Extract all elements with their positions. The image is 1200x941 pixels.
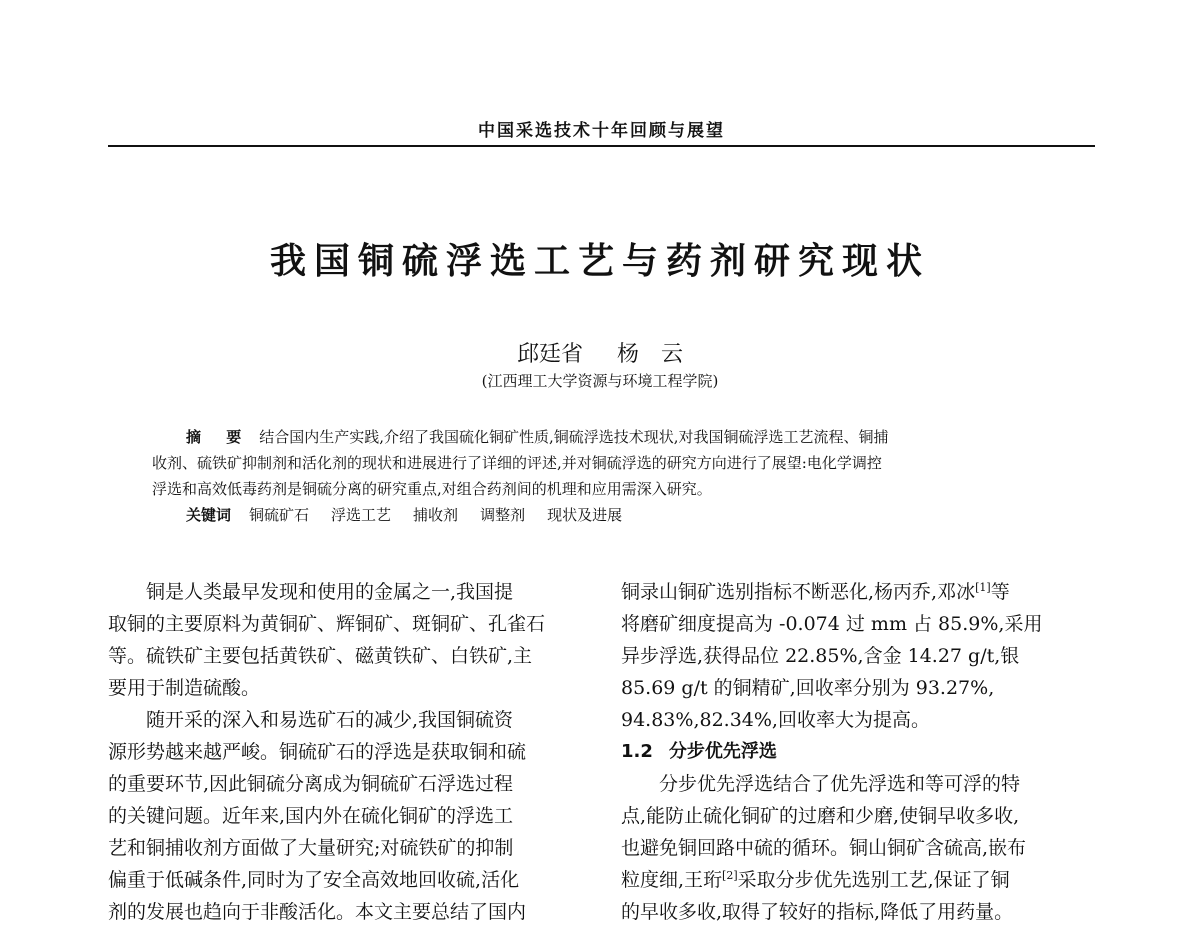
keyword: 现状及进展 xyxy=(547,506,623,524)
subsection-heading xyxy=(621,736,1095,768)
keyword: 调整剂 xyxy=(480,506,526,524)
body-text: 采取分步优先选别工艺,保证了铜 xyxy=(737,869,1010,891)
body-line: 也避免铜回路中硫的循环。铜山铜矿含硫高,嵌布 xyxy=(621,837,1027,859)
keyword: 铜硫矿石 xyxy=(249,506,310,524)
body-line: 等。硫铁矿主要包括黄铁矿、磁黄铁矿、白铁矿,主 xyxy=(108,645,533,667)
body-text: 等 xyxy=(990,581,1010,603)
body-line: 的关键问题。近年来,国内外在硫化铜矿的浮选工 xyxy=(108,805,514,827)
paper-title: 我国铜硫浮选工艺与药剂研究现状 xyxy=(269,240,930,282)
author-list xyxy=(0,337,1200,368)
body-line: 将磨矿细度提高为 -0.074 过 mm 占 85.9%,采用 xyxy=(621,613,1043,635)
body-line: 的重要环节,因此铜硫分离成为铜硫矿石浮选过程 xyxy=(108,773,514,795)
subsection-number: 1.2 xyxy=(621,741,653,762)
body-line: 94.83%,82.34%,回收率大为提高。 xyxy=(621,709,930,731)
affiliation: (江西理工大学资源与环境工程学院) xyxy=(481,372,719,390)
body-line: 点,能防止硫化铜矿的过磨和少磨,使铜早收多收, xyxy=(621,805,1020,827)
body-text: 铜录山铜矿选别指标不断恶化,杨丙乔,邓冰 xyxy=(621,581,976,603)
body-line: 随开采的深入和易选矿石的减少,我国铜硫资 xyxy=(108,709,514,731)
citation-ref[interactable]: [2] xyxy=(722,869,738,882)
body-text: 粒度细,王珩 xyxy=(621,869,723,891)
keywords-line xyxy=(152,502,1042,528)
subsection-title: 分步优先浮选 xyxy=(668,741,777,762)
author-name: 邱廷省 xyxy=(516,342,583,367)
abstract-text: 结合国内生产实践,介绍了我国硫化铜矿性质,铜硫浮选技术现状,对我国铜硫浮选工艺流程、铜捕 xyxy=(259,428,889,446)
abstract xyxy=(152,424,1042,528)
abstract-line xyxy=(152,424,1042,450)
body-line xyxy=(621,864,1095,896)
running-header: 中国采选技术十年回顾与展望 xyxy=(478,121,725,141)
body-line xyxy=(621,576,1095,608)
body-line: 铜是人类最早发现和使用的金属之一,我国提 xyxy=(108,581,514,603)
body-line: 要用于制造硫酸。 xyxy=(108,677,261,699)
citation-ref[interactable]: [1] xyxy=(975,581,991,594)
header-rule xyxy=(108,145,1095,147)
body-line: 取铜的主要原料为黄铜矿、辉铜矿、斑铜矿、孔雀石 xyxy=(108,613,546,635)
body-line: 剂的发展也趋向于非酸活化。本文主要总结了国内 xyxy=(108,901,527,923)
body-line: 源形势越来越严峻。铜硫矿石的浮选是获取铜和硫 xyxy=(108,741,527,763)
keyword: 浮选工艺 xyxy=(331,506,392,524)
keyword: 捕收剂 xyxy=(413,506,459,524)
body-line: 的早收多收,取得了较好的指标,降低了用药量。 xyxy=(621,901,1014,923)
abstract-line: 浮选和高效低毒药剂是铜硫分离的研究重点,对组合药剂间的机理和应用需深入研究。 xyxy=(152,480,712,498)
abstract-label: 摘 要 xyxy=(186,428,252,446)
right-column xyxy=(621,576,1095,928)
body-line: 分步优先浮选结合了优先浮选和等可浮的特 xyxy=(621,773,1021,795)
body-line: 85.69 g/t 的铜精矿,回收率分别为 93.27%, xyxy=(621,677,995,699)
body-line: 艺和铜捕收剂方面做了大量研究;对硫铁矿的抑制 xyxy=(108,837,514,859)
left-column xyxy=(108,576,582,928)
abstract-line: 收剂、硫铁矿抑制剂和活化剂的现状和进展进行了详细的评述,并对铜硫浮选的研究方向进行了展望:电化学调控 xyxy=(152,454,882,472)
body-line: 异步浮选,获得品位 22.85%,含金 14.27 g/t,银 xyxy=(621,645,1020,667)
author-name: 杨 云 xyxy=(617,342,684,367)
body-line: 偏重于低碱条件,同时为了安全高效地回收硫,活化 xyxy=(108,869,520,891)
keywords-label: 关键词 xyxy=(186,506,232,524)
